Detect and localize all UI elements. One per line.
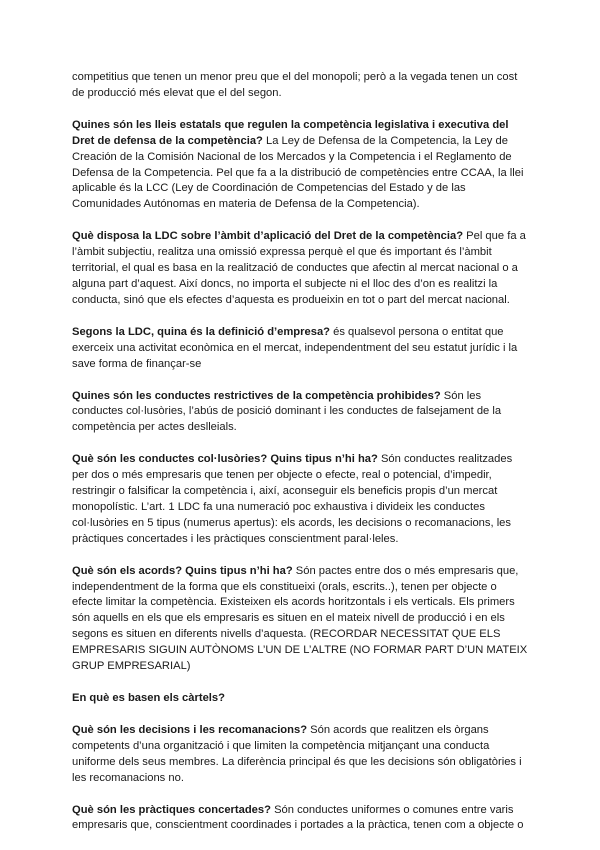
answer-text: Són acords que realitzen els òrgans competents d’una organització i que limiten la competència mitjançant una conducta uniforme dels seus membres. La diferència principal és que les decisions són obligatòries i les recomanacions no. bbox=[72, 723, 522, 784]
qa-paragraph-state-laws bbox=[72, 118, 528, 213]
qa-paragraph-agreements bbox=[72, 564, 528, 675]
paragraph-continuation bbox=[72, 70, 528, 102]
answer-text: Són conductes realitzades per dos o més empresaris que tenen per objecte o efecte, real o potencial, d’impedir, restringir o falsificar la competència i, així, aconseguir els beneficis propis d’un mercat monopolístic. L’art. 1 LDC fa una numeració poc exhaustiva i divideix les conductes col·lusòries en 5 tipus (numerus apertus): els acords, les decisions o recomanacions, les pràctiques concertades i les pràctiques conscientment paral·leles. bbox=[72, 453, 513, 545]
question-text: Quines són les lleis estatals que regulen la competència legislativa i executiva del Dret de defensa de la competència? bbox=[72, 118, 509, 147]
question-text: Què són les conductes col·lusòries? Quins tipus n’hi ha? bbox=[72, 453, 378, 466]
question-text: Segons la LDC, quina és la definició d’empresa? bbox=[72, 325, 330, 338]
qa-paragraph-company-definition bbox=[72, 325, 528, 373]
answer-text: Són pactes entre dos o més empresaris que, independentment de la forma que els constitueixi (orals, escrits..), tenen per objecte o efecte limitar la competència. Existeixen els acords horitzontals i els verticals. Els primers són aquells en els que els empresaris es situen en el mateix nivell de producció i en els segons es situen en diferents nivells d’aquesta. (RECORDAR NECESSITAT QUE ELS EMPRESARIS SIGUIN AUTÒNOMS L’UN DE L’ALTRE (NO FORMAR PART D’UN MATEIX GRUP EMPRESARIAL) bbox=[72, 564, 528, 673]
question-text: Què són les pràctiques concertades? bbox=[72, 803, 271, 816]
question-text: Què disposa la LDC sobre l’àmbit d’aplicació del Dret de la competència? bbox=[72, 230, 464, 243]
answer-text: Són les conductes col·lusòries, l’abús de posició dominant i les conductes de falsejament de la competència per actes deslleials. bbox=[72, 389, 502, 434]
question-text: En què es basen els càrtels? bbox=[72, 692, 225, 704]
answer-text: és qualsevol persona o entitat que exerceix una activitat econòmica en el mercat, independentment del seu estatut jurídic i la save forma de finançar-se bbox=[72, 325, 518, 370]
answer-text: Pel que fa a l’àmbit subjectiu, realitza una omissió expressa perquè el que és important és l’àmbit territorial, el qual es basa en la realització de conductes que afectin al mercat nacional o a alguna part d’aquest. Així doncs, no importa el subjecte ni el lloc des d’on es realitzi la conducta, sinó que els efectes d’aquesta es produeixin en tot o part del mercat nacional. bbox=[72, 230, 526, 306]
qa-paragraph-prohibited-conduct bbox=[72, 389, 528, 437]
qa-paragraph-concerted-practices bbox=[72, 803, 528, 835]
answer-text: La Ley de Defensa de la Competencia, la Ley de Creación de la Comisión Nacional de los Mercados y la Competencia i el Reglamento de Defensa de la Competencia. Pel que fa a la distribució de competències entre CCAA, la llei aplicable és la LCC (Ley de Coordinación de Competencias del Estado y de las Comunidades Autónomas en materia de Defensa de la Competencia). bbox=[72, 134, 524, 211]
qa-paragraph-decisions bbox=[72, 723, 528, 787]
document-page bbox=[72, 70, 528, 850]
qa-paragraph-collusive-conduct bbox=[72, 452, 528, 547]
qa-paragraph-cartels bbox=[72, 691, 528, 707]
question-text: Què són les decisions i les recomanacions? bbox=[72, 723, 308, 736]
question-text: Quines són les conductes restrictives de la competència prohibides? bbox=[72, 389, 441, 402]
question-text: Què són els acords? Quins tipus n’hi ha? bbox=[72, 564, 293, 577]
answer-text: competitius que tenen un menor preu que el del monopoli; però a la vegada tenen un cost de producció més elevat que el del segon. bbox=[72, 71, 518, 99]
answer-text: Són conductes uniformes o comunes entre varis empresaris que, conscientment coordinades i portades a la pràctica, tenen com a objecte o bbox=[72, 803, 524, 832]
qa-paragraph-scope bbox=[72, 229, 528, 309]
